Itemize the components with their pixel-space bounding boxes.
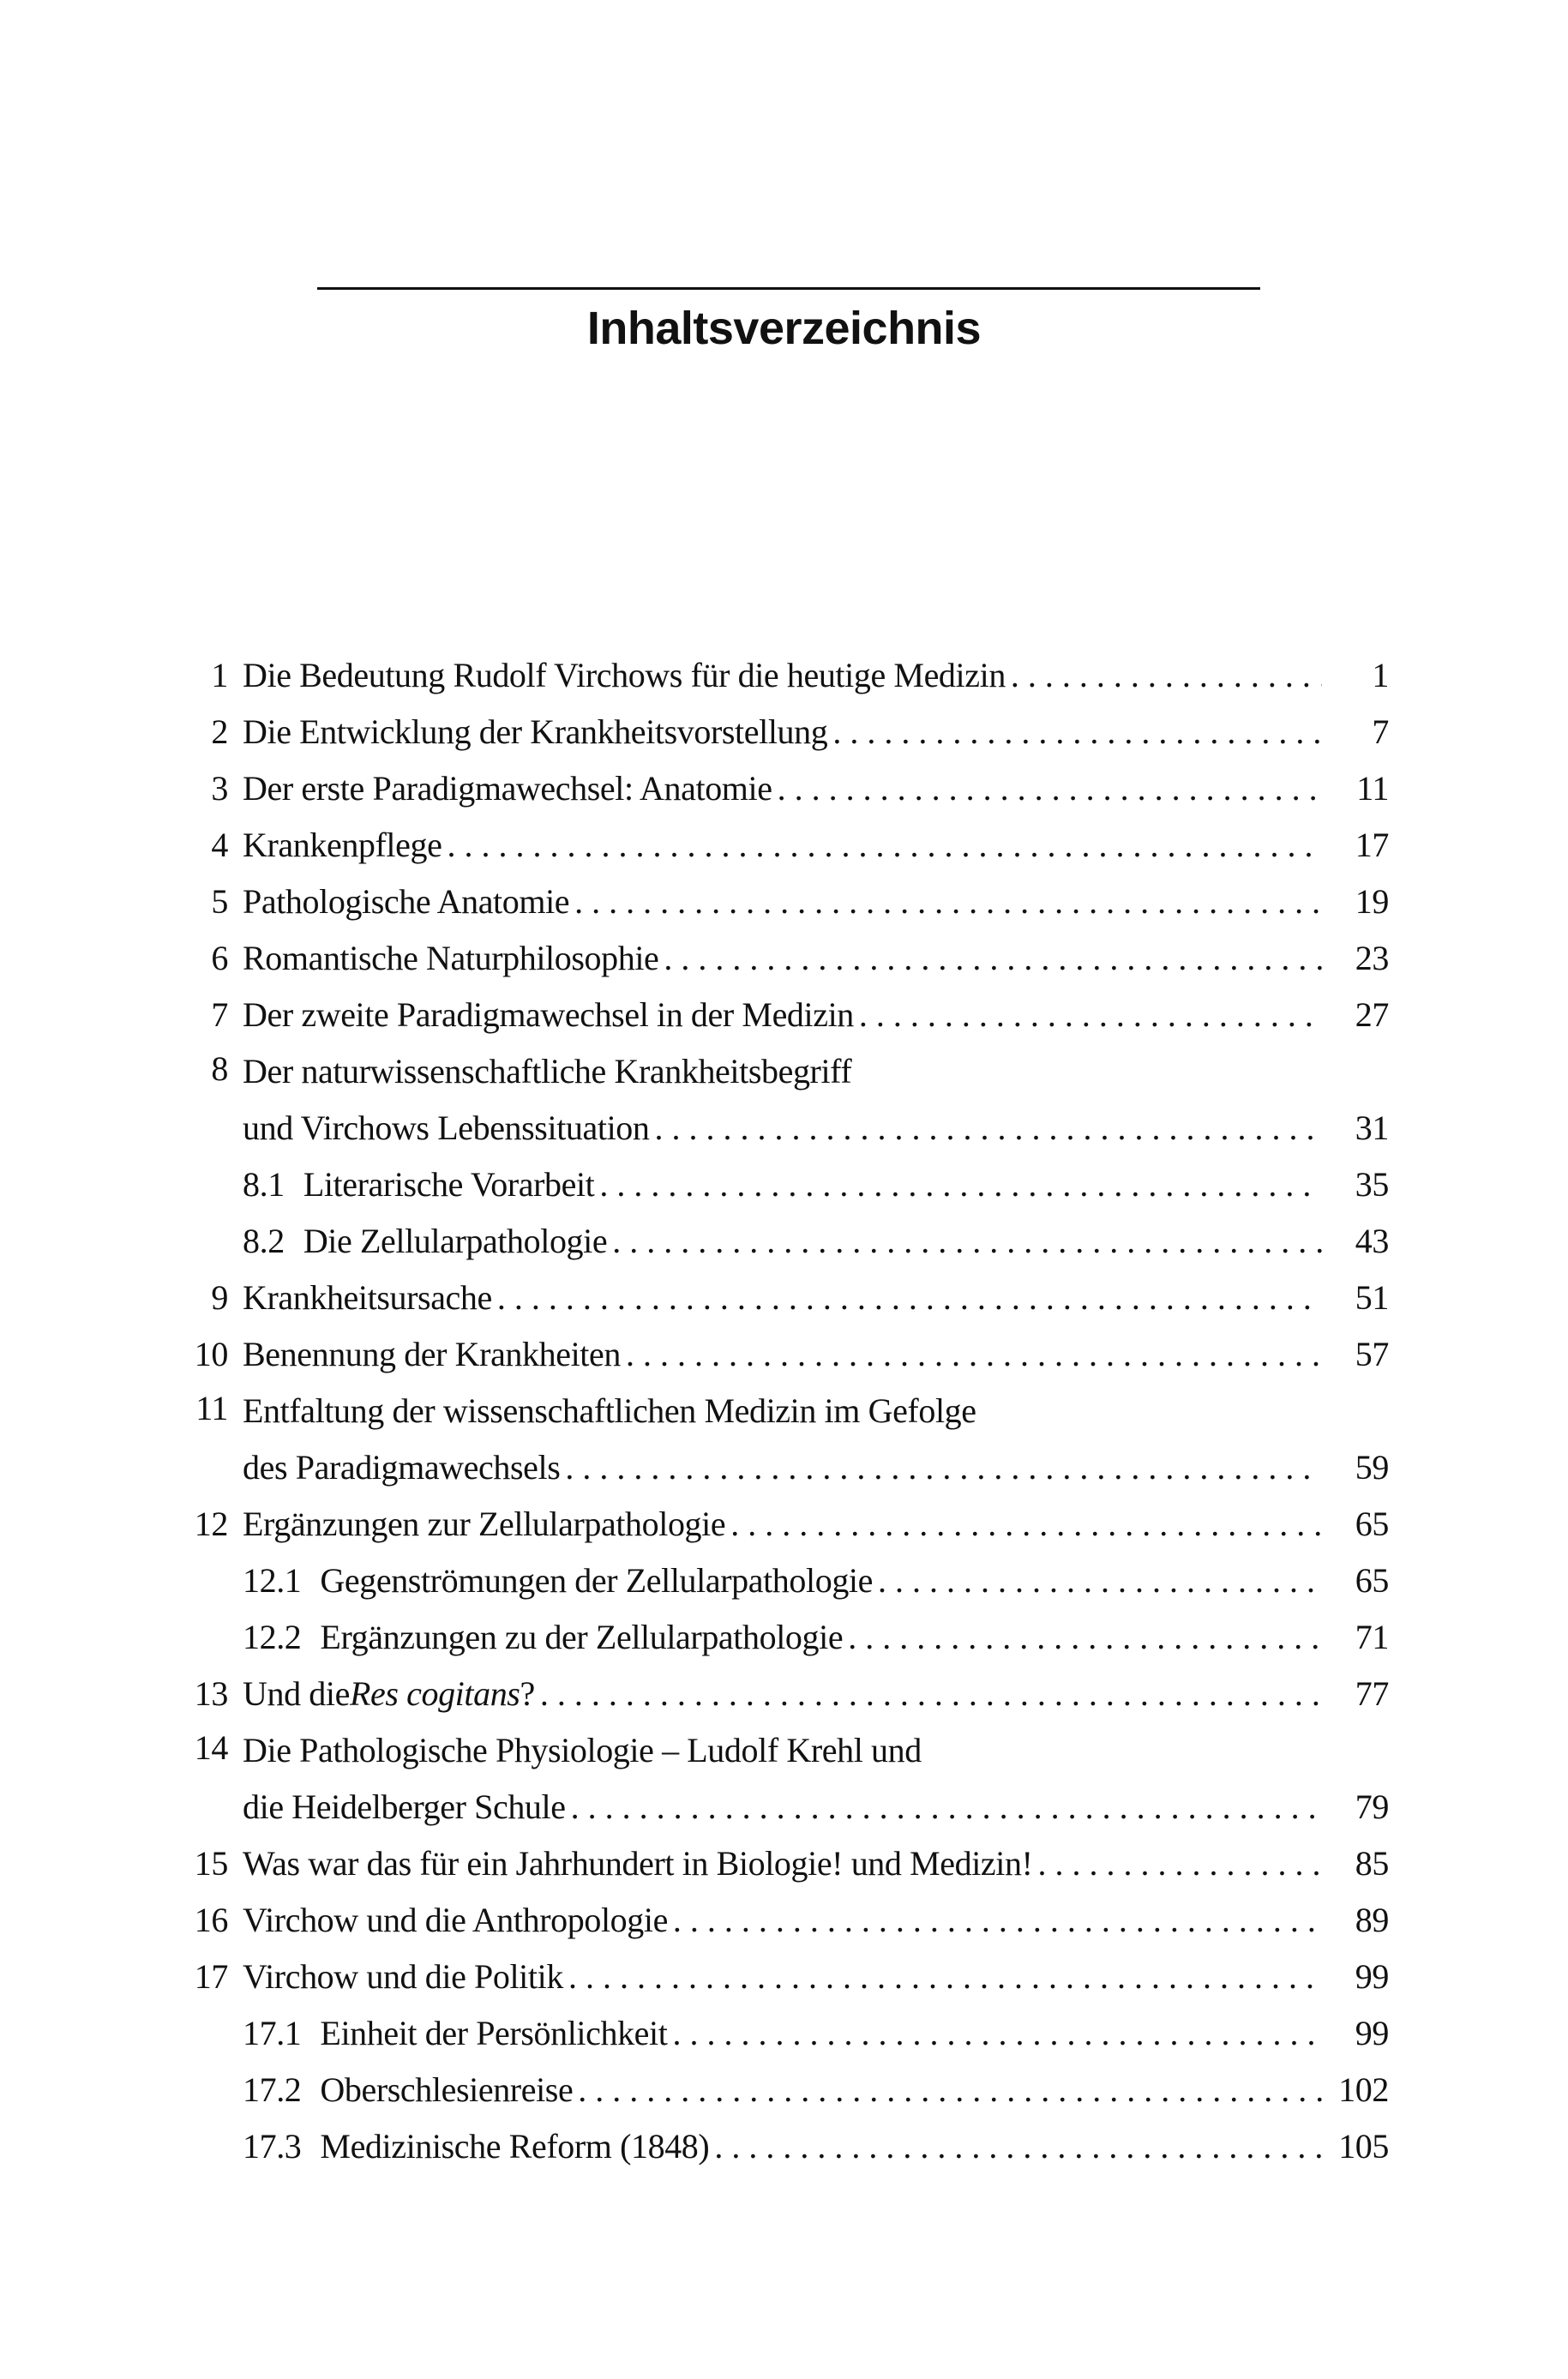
toc-entry[interactable] <box>180 1270 1389 1326</box>
toc-entry[interactable] <box>180 1383 1389 1496</box>
chapter-title-line <box>243 1326 1389 1383</box>
page-number: 57 <box>1355 1335 1389 1373</box>
dot-leader <box>497 1270 1322 1326</box>
section-title: Einheit der Persönlichkeit <box>320 2014 668 2052</box>
page-number: 89 <box>1355 1901 1389 1939</box>
dot-leader <box>447 817 1322 874</box>
page-number: 27 <box>1355 995 1389 1034</box>
chapter-title: die Heidelberger Schule <box>243 1787 566 1826</box>
page-number: 19 <box>1355 882 1389 921</box>
chapter-title: Virchow und die Anthropologie <box>243 1901 668 1939</box>
toc-entry[interactable] <box>180 1043 1389 1156</box>
page-number: 31 <box>1355 1108 1389 1147</box>
chapter-number: 8 <box>211 1049 228 1088</box>
subsection-line <box>243 2062 1389 2118</box>
toc-entry[interactable] <box>180 1496 1389 1553</box>
toc-subentry[interactable] <box>180 2118 1389 2175</box>
dot-leader <box>672 2005 1322 2062</box>
page-number: 71 <box>1355 1618 1389 1656</box>
toc-subentry[interactable] <box>180 1609 1389 1666</box>
chapter-title-italic: Res cogitans <box>349 1674 520 1713</box>
chapter-title: Die Pathologische Physiologie – Ludolf Krehl und <box>243 1731 922 1769</box>
section-number: 17.3 <box>243 2127 302 2166</box>
table-of-contents <box>180 647 1389 2175</box>
chapter-number: 1 <box>211 656 228 694</box>
dot-leader <box>540 1666 1322 1722</box>
toc-entry[interactable] <box>180 1835 1389 1892</box>
chapter-title-line <box>243 1722 1389 1779</box>
dot-leader <box>730 1496 1322 1553</box>
chapter-title-line <box>243 1892 1389 1949</box>
dot-leader <box>714 2118 1322 2175</box>
chapter-number: 12 <box>194 1505 228 1543</box>
page-number: 11 <box>1356 769 1389 808</box>
dot-leader <box>1011 647 1322 704</box>
chapter-title: Entfaltung der wissenschaftlichen Medizin im Gefolge <box>243 1391 976 1430</box>
page-title: Inhaltsverzeichnis <box>586 303 982 354</box>
chapter-title: Romantische Naturphilosophie <box>243 939 659 977</box>
chapter-title-line <box>243 987 1389 1043</box>
chapter-title-line <box>243 930 1389 987</box>
chapter-number: 7 <box>211 995 228 1034</box>
chapter-number: 13 <box>194 1674 228 1713</box>
chapter-title: Die Entwicklung der Krankheitsvorstellung <box>243 712 828 751</box>
chapter-title-line <box>243 874 1389 930</box>
page-number: 77 <box>1355 1674 1389 1713</box>
subsection-line <box>243 1609 1389 1666</box>
page-number: 85 <box>1355 1844 1389 1883</box>
section-number: 12.2 <box>243 1618 302 1656</box>
chapter-title-line <box>243 1949 1389 2005</box>
toc-entry[interactable] <box>180 1326 1389 1383</box>
page-number: 23 <box>1355 939 1389 977</box>
section-title: Gegenströmungen der Zellularpathologie <box>320 1561 873 1600</box>
toc-entry[interactable] <box>180 1892 1389 1949</box>
subsection-line <box>243 1156 1389 1213</box>
chapter-title-line <box>243 817 1389 874</box>
section-title: Die Zellularpathologie <box>303 1222 608 1260</box>
dot-leader <box>664 930 1322 987</box>
toc-subentry[interactable] <box>180 1213 1389 1270</box>
chapter-number: 5 <box>211 882 228 921</box>
chapter-title: Was war das für ein Jahrhundert in Biologie! und Medizin! <box>243 1844 1033 1883</box>
chapter-title: Virchow und die Politik <box>243 1957 563 1996</box>
chapter-title: und Virchows Lebenssituation <box>243 1108 650 1147</box>
chapter-title: Pathologische Anatomie <box>243 882 570 921</box>
toc-subentry[interactable] <box>180 1553 1389 1609</box>
chapter-title: Der naturwissenschaftliche Krankheitsbegriff <box>243 1052 852 1090</box>
chapter-number: 9 <box>211 1278 228 1317</box>
section-number: 17.1 <box>243 2014 302 2052</box>
chapter-title-line <box>243 704 1389 760</box>
dot-leader <box>859 987 1322 1043</box>
chapter-title-line <box>243 1835 1389 1892</box>
toc-subentry[interactable] <box>180 1156 1389 1213</box>
dot-leader <box>574 874 1322 930</box>
page-number: 7 <box>1372 712 1389 751</box>
subsection-line <box>243 2118 1389 2175</box>
section-number: 17.2 <box>243 2070 302 2109</box>
chapter-number: 10 <box>194 1335 228 1373</box>
chapter-title-line <box>243 1496 1389 1553</box>
toc-entry[interactable] <box>180 1722 1389 1835</box>
chapter-number: 3 <box>211 769 228 808</box>
dot-leader <box>654 1100 1322 1156</box>
section-title: Medizinische Reform (1848) <box>320 2127 710 2166</box>
page-number: 79 <box>1355 1787 1389 1826</box>
dot-leader <box>571 1779 1322 1835</box>
toc-entry[interactable] <box>180 874 1389 930</box>
toc-entry[interactable] <box>180 760 1389 817</box>
chapter-title: Krankheitsursache <box>243 1278 492 1317</box>
dot-leader <box>599 1156 1322 1213</box>
page-number: 105 <box>1338 2127 1389 2166</box>
toc-entry[interactable] <box>180 647 1389 704</box>
chapter-number: 6 <box>211 939 228 977</box>
chapter-title-line <box>243 1666 1389 1722</box>
title-rule <box>317 287 1260 290</box>
section-title: Ergänzungen zu der Zellularpathologie <box>320 1618 844 1656</box>
chapter-title: Benennung der Krankheiten <box>243 1335 621 1373</box>
subsection-line <box>243 1553 1389 1609</box>
subsection-line <box>243 2005 1389 2062</box>
toc-entry[interactable] <box>180 704 1389 760</box>
page-number: 65 <box>1355 1561 1389 1600</box>
toc-subentry[interactable] <box>180 2062 1389 2118</box>
section-title: Literarische Vorarbeit <box>303 1165 595 1204</box>
chapter-title: Krankenpflege <box>243 826 442 864</box>
dot-leader <box>832 704 1322 760</box>
chapter-number: 15 <box>194 1844 228 1883</box>
dot-leader <box>878 1553 1322 1609</box>
chapter-title: Die Bedeutung Rudolf Virchows für die heutige Medizin <box>243 656 1006 694</box>
dot-leader <box>578 2062 1322 2118</box>
page-number: 35 <box>1355 1165 1389 1204</box>
chapter-title-suffix: ? <box>520 1674 535 1713</box>
dot-leader <box>778 760 1322 817</box>
chapter-number: 17 <box>194 1957 228 1996</box>
page-number: 99 <box>1355 1957 1389 1996</box>
dot-leader <box>673 1892 1322 1949</box>
dot-leader <box>1038 1835 1322 1892</box>
dot-leader <box>565 1439 1322 1496</box>
chapter-title-line <box>243 1270 1389 1326</box>
chapter-title: Und die <box>243 1674 350 1713</box>
dot-leader <box>848 1609 1322 1666</box>
chapter-title: Der erste Paradigmawechsel: Anatomie <box>243 769 772 808</box>
section-title: Oberschlesienreise <box>320 2070 574 2109</box>
toc-entry[interactable] <box>180 930 1389 987</box>
chapter-title: des Paradigmawechsels <box>243 1448 561 1487</box>
page-number: 99 <box>1355 2014 1389 2052</box>
chapter-title-line <box>243 647 1389 704</box>
toc-entry[interactable] <box>180 1666 1389 1722</box>
chapter-number: 16 <box>194 1901 228 1939</box>
chapter-title: Der zweite Paradigmawechsel in der Medizin <box>243 995 854 1034</box>
section-number: 12.1 <box>243 1561 302 1600</box>
chapter-title-line <box>243 1043 1389 1100</box>
dot-leader <box>626 1326 1322 1383</box>
chapter-title-line <box>243 1439 1389 1496</box>
toc-subentry[interactable] <box>180 2005 1389 2062</box>
chapter-title-line <box>243 1100 1389 1156</box>
chapter-title-line <box>243 1383 1389 1439</box>
page-number: 1 <box>1372 656 1389 694</box>
chapter-number: 2 <box>211 712 228 751</box>
chapter-number: 14 <box>194 1728 228 1767</box>
chapter-title: Ergänzungen zur Zellularpathologie <box>243 1505 726 1543</box>
chapter-title-line <box>243 1779 1389 1835</box>
subsection-line <box>243 1213 1389 1270</box>
chapter-number: 4 <box>211 826 228 864</box>
page-number: 43 <box>1355 1222 1389 1260</box>
toc-entry[interactable] <box>180 1949 1389 2005</box>
page-number: 17 <box>1355 826 1389 864</box>
page-number: 51 <box>1355 1278 1389 1317</box>
chapter-number: 11 <box>195 1389 228 1427</box>
section-number: 8.2 <box>243 1222 285 1260</box>
section-number: 8.1 <box>243 1165 285 1204</box>
page-number: 65 <box>1355 1505 1389 1543</box>
dot-leader <box>568 1949 1322 2005</box>
chapter-title-line <box>243 760 1389 817</box>
page-number: 59 <box>1355 1448 1389 1487</box>
toc-entry[interactable] <box>180 817 1389 874</box>
dot-leader <box>612 1213 1322 1270</box>
toc-entry[interactable] <box>180 987 1389 1043</box>
page-number: 102 <box>1338 2070 1389 2109</box>
